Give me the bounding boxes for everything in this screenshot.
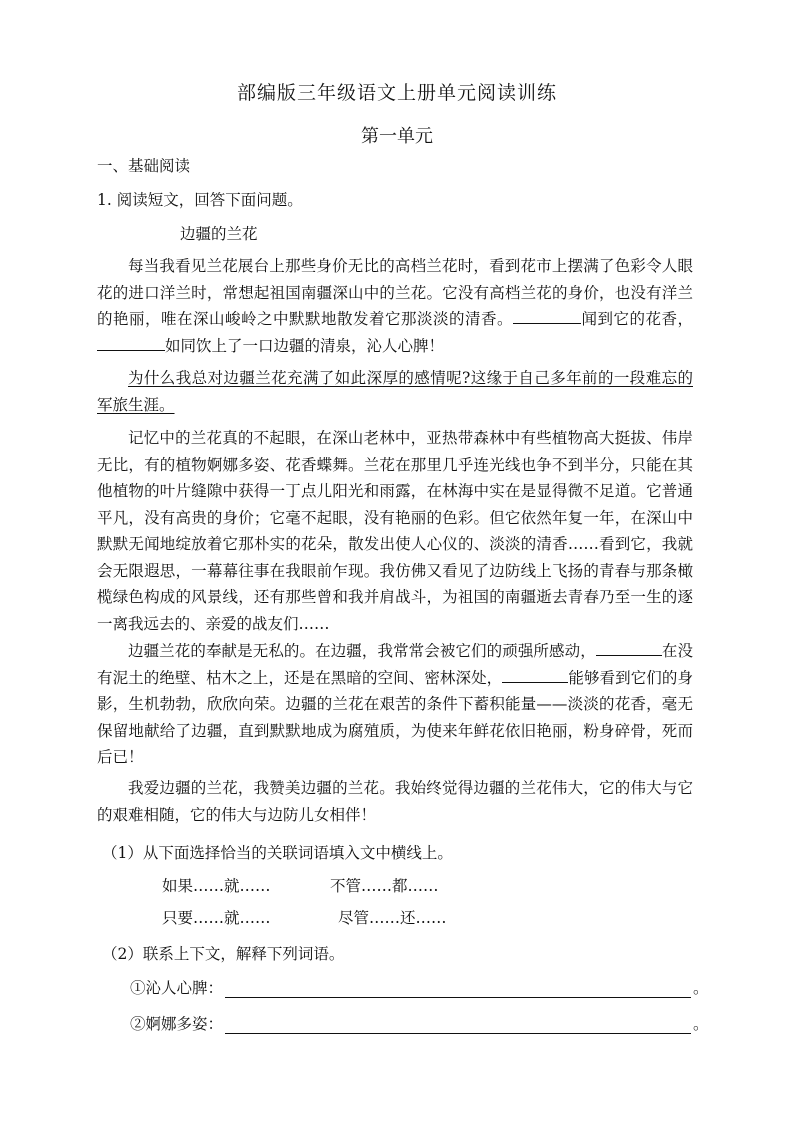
paragraph-4-text-a: 边疆兰花的奉献是无私的。在边疆，我常常会被它们的顽强所感动， <box>128 642 596 660</box>
sub-question-1: （1）从下面选择恰当的关联词语填入文中横线上。 <box>102 844 453 862</box>
section-heading: 一、基础阅读 <box>97 157 191 175</box>
sub-question-2: （2）联系上下文，解释下列词语。 <box>102 945 345 963</box>
answer-blank-2[interactable] <box>225 1015 691 1034</box>
blank-4 <box>502 667 568 683</box>
answer-line-1 <box>130 976 709 998</box>
paragraph-1-text-c: 如同饮上了一口边疆的清泉，沁人心脾！ <box>165 336 445 355</box>
paragraph-4 <box>97 638 693 771</box>
paragraph-1 <box>97 253 693 359</box>
option-jinguan-hai: 尽管……还…… <box>338 909 447 927</box>
answer-label-1: ①沁人心脾： <box>130 979 224 997</box>
answer-blank-1[interactable] <box>225 979 691 998</box>
blank-3 <box>596 640 662 656</box>
answer-line-2 <box>130 1012 709 1034</box>
answer-label-2: ②婀娜多姿： <box>130 1015 224 1033</box>
paragraph-5: 我爱边疆的兰花，我赞美边疆的兰花。我始终觉得边疆的兰花伟大，它的伟大与它的艰难相随，它的伟大与边防儿女相伴！ <box>97 779 693 824</box>
paragraph-4-text-c: 能够看到它们的身影，生机勃勃，欣欣向荣。边疆的兰花在艰苦的条件下蓄积能量——淡淡的花香，毫无保留地献给了边疆，直到默默地成为腐殖质，为使来年鲜花依旧艳丽，粉身碎骨，死而后已！ <box>97 668 693 766</box>
answer-end-2: 。 <box>693 1015 709 1033</box>
paragraph-1-text-a: 每当我看见兰花展台上那些身价无比的高档兰花时，看到花市上摆满了色彩令人眼花的进口洋兰时，常想起祖国南疆深山中的兰花。它没有高档兰花的身价，也没有洋兰的艳丽，唯在深山峻岭之中默默地散发着它那淡淡的清香。 <box>97 257 693 328</box>
option-buguan-dou: 不管……都…… <box>330 877 439 895</box>
question-instruction: 1. 阅读短文，回答下面问题。 <box>97 191 303 209</box>
unit-heading: 第一单元 <box>361 126 433 147</box>
paragraph-3: 记忆中的兰花真的不起眼，在深山老林中，亚热带森林中有些植物高大挺拔、伟岸无比，有的植物婀娜多姿、花香蝶舞。兰花在那里几乎连光线也争不到半分，只能在其他植物的叶片缝隙中获得一丁点儿阳光和雨露，在林海中实在是显得微不足道。它普通平凡，没有高贵的身价；它毫不起眼，没有艳丽的色彩。但它依然年复一年，在深山中默默无闻地绽放着它那朴实的花朵，散发出使人心仪的、淡淡的清香……看到它，我就会无限遐思，一幕幕往事在我眼前乍现。我仿佛又看见了边防线上飞扬的青春与那条橄榄绿色构成的风景线，还有那些曾和我并肩战斗，为祖国的南疆逝去青春乃至一生的逐一离我远去的、亲爱的战友们…… <box>97 429 693 633</box>
page-title: 部编版三年级语文上册单元阅读训练 <box>236 82 557 104</box>
option-zhiyao-jiu: 只要……就…… <box>162 909 271 927</box>
paragraph-4-text-b: 在没有泥土的绝壁、枯木之上，还是在黑暗的空间、密林深处， <box>97 642 693 687</box>
blank-1 <box>513 308 581 324</box>
answer-end-1: 。 <box>693 979 709 997</box>
option-rugu-jiu: 如果……就…… <box>162 877 271 895</box>
passage-title: 边疆的兰花 <box>180 225 258 243</box>
blank-2 <box>97 335 165 351</box>
paragraph-1-text-b: 闻到它的花香， <box>580 310 693 328</box>
paragraph-2-underlined: 为什么我总对边疆兰花充满了如此深厚的感情呢?这缘于自己多年前的一段难忘的军旅生涯。 <box>97 369 693 414</box>
